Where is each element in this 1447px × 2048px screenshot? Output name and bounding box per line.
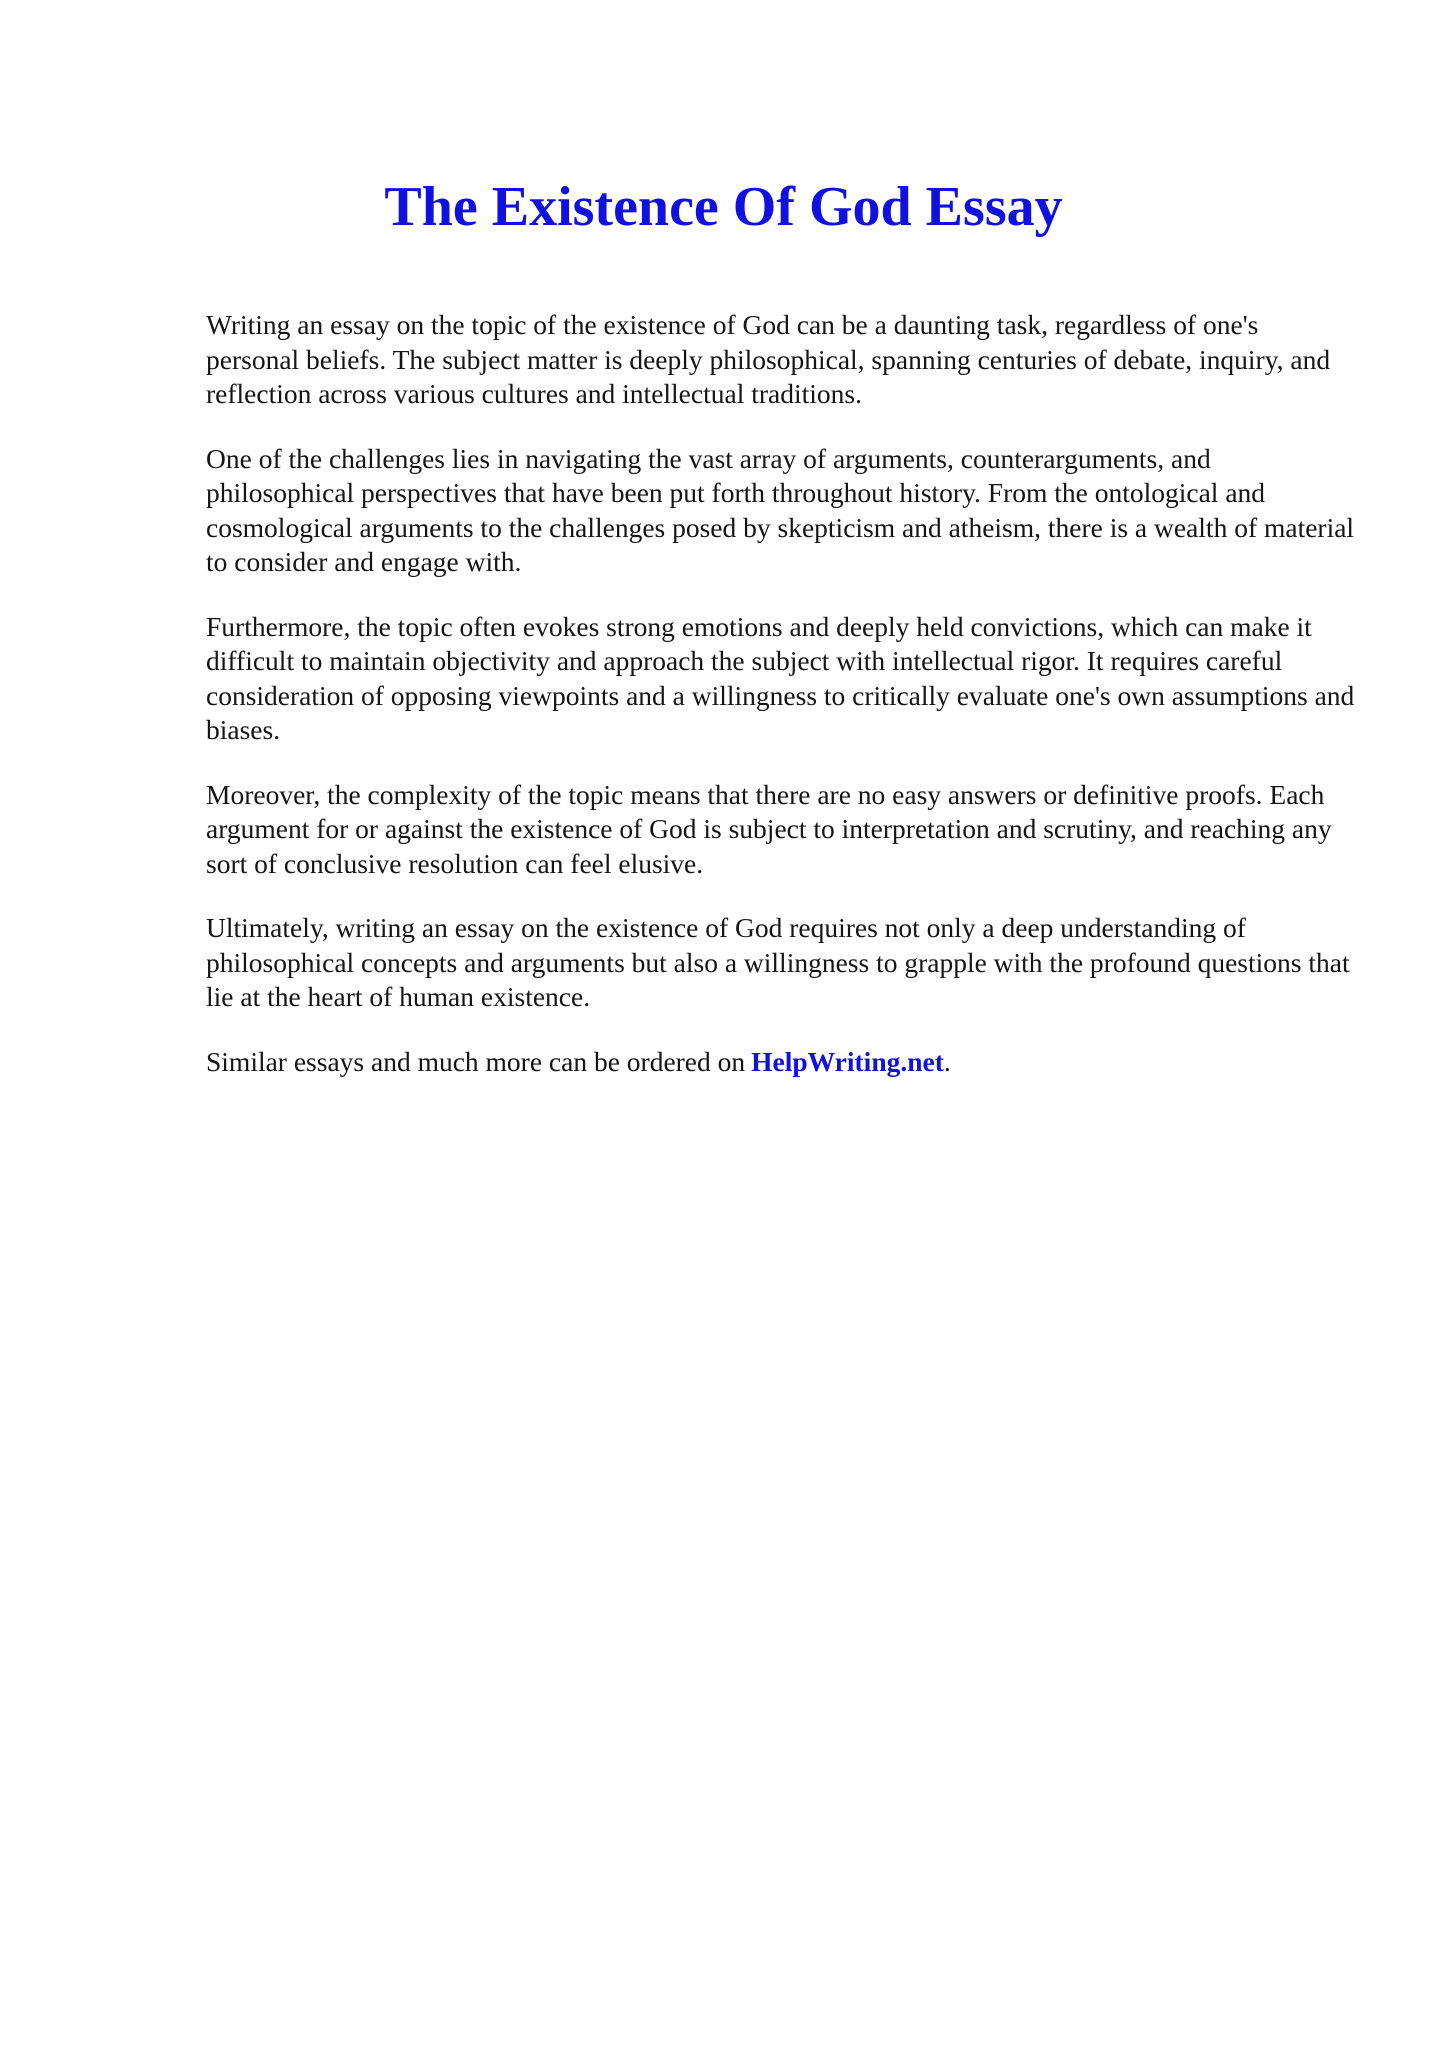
footer-prefix: Similar essays and much more can be ordered on	[206, 1045, 746, 1077]
paragraph-3: Furthermore, the topic often evokes strong emotions and deeply held convictions, which can make it difficult to maintain objectivity and approach the subject with intellectual rigor. It requires careful consideration of opposing viewpoints and a willingness to critically evaluate one's own assumptions and biases.	[206, 610, 1355, 745]
helpwriting-link[interactable]: HelpWriting.net	[751, 1045, 944, 1077]
paragraph-1: Writing an essay on the topic of the existence of God can be a daunting task, regardless of one's personal beliefs. The subject matter is deeply philosophical, spanning centuries of debate, inquiry, and reflection across various cultures and intellectual traditions.	[206, 309, 1331, 409]
footer-line	[206, 1045, 1356, 1080]
essay-body	[206, 308, 1356, 1109]
paragraph-4: Moreover, the complexity of the topic means that there are no easy answers or definitive proofs. Each argument for or against the existence of God is subject to interpretation and scrutiny, and reaching any sort of conclusive resolution can feel elusive.	[206, 778, 1332, 879]
paragraph-2: One of the challenges lies in navigating the vast array of arguments, counterarguments, and philosophical perspectives that have been put forth throughout history. From the ontological and cosmological arguments to the challenges posed by skepticism and atheism, there is a wealth of material to consider and engage with.	[206, 442, 1355, 577]
page-title: The Existence Of God Essay	[384, 176, 1063, 238]
footer-suffix: .	[943, 1045, 951, 1077]
paragraph-5: Ultimately, writing an essay on the existence of God requires not only a deep understanding of philosophical concepts and arguments but also a willingness to grapple with the profound questions that lie at the heart of human existence.	[206, 912, 1350, 1012]
